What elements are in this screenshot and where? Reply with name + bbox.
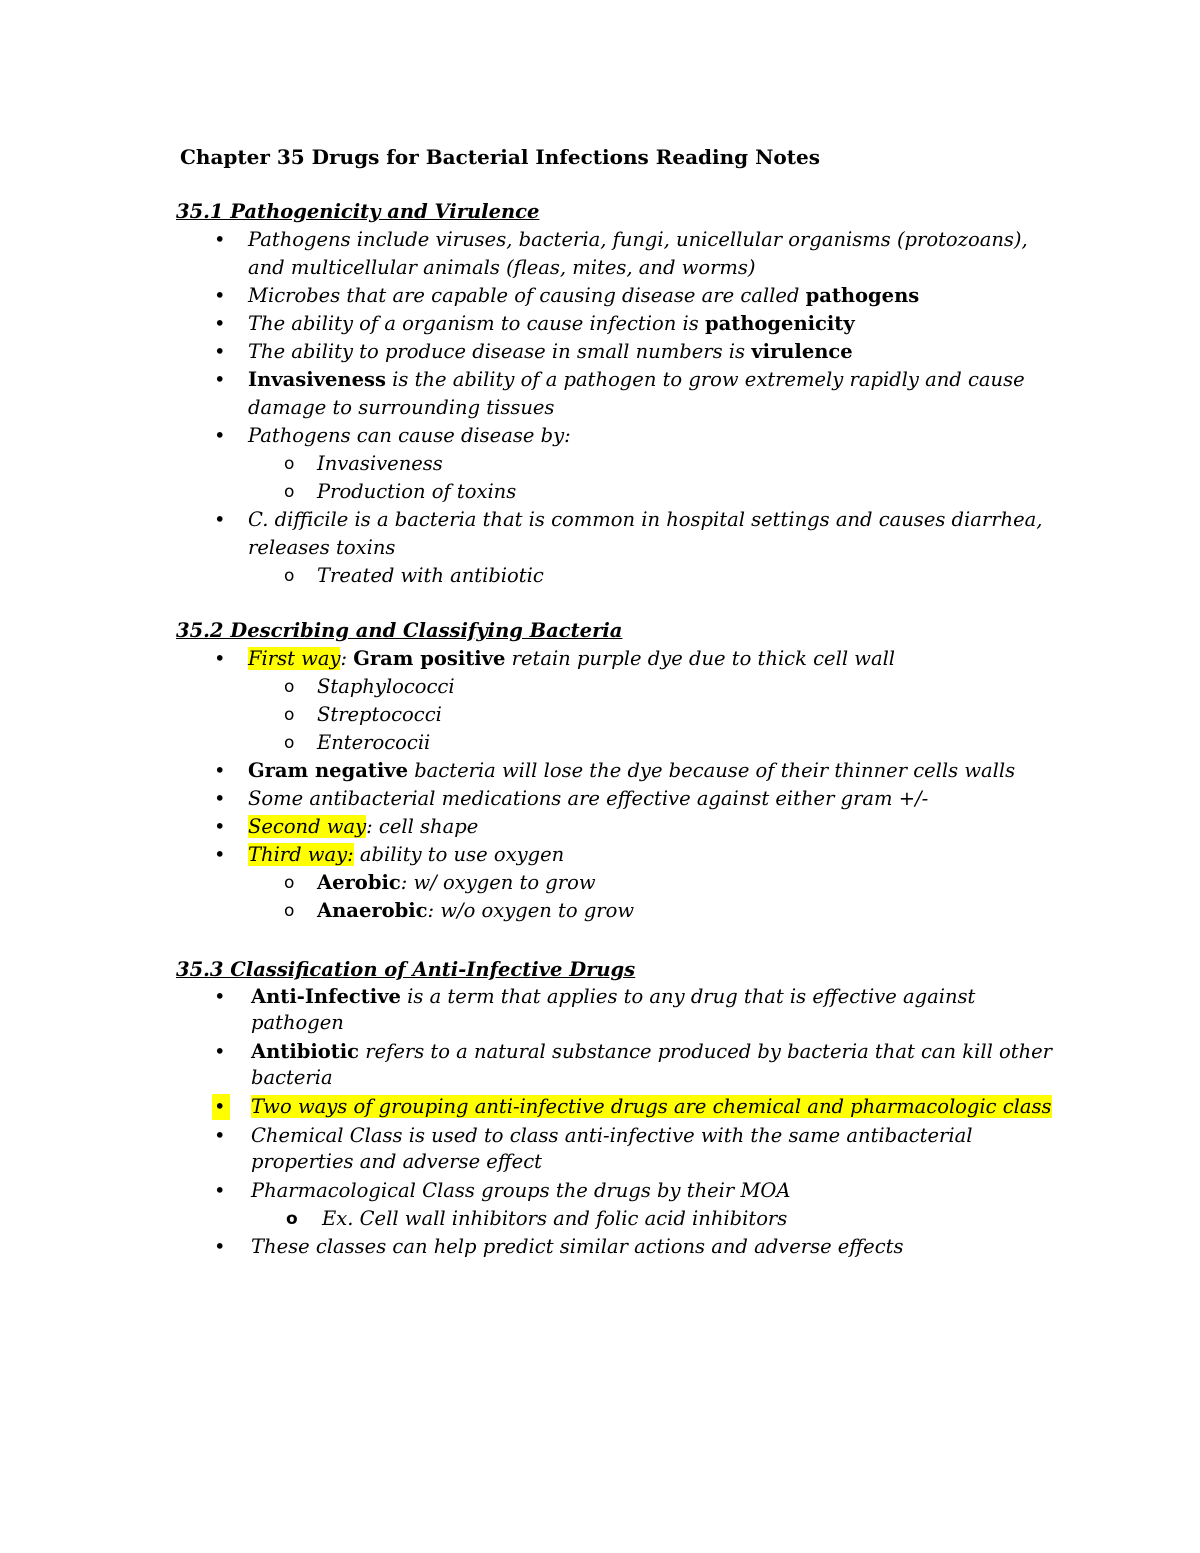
sub-list-item bbox=[176, 673, 1056, 701]
sub-list bbox=[248, 562, 1056, 590]
sub-item-text: : w/ oxygen to grow bbox=[400, 871, 596, 894]
list-item bbox=[176, 841, 1056, 925]
key-term: Invasiveness bbox=[248, 368, 386, 391]
list-item bbox=[176, 506, 1056, 590]
key-term: Gram positive bbox=[353, 647, 506, 670]
list-item bbox=[176, 757, 1056, 785]
item-text: C. difficile is a bacteria that is common in hospital settings and causes diarrhea, releases toxins bbox=[248, 508, 1043, 559]
list-item bbox=[176, 1094, 1056, 1120]
sub-item-text: Ex. Cell wall inhibitors and folic acid inhibitors bbox=[322, 1207, 788, 1230]
item-text: Some antibacterial medications are effective against either gram +/- bbox=[248, 787, 929, 810]
item-text: : bbox=[340, 647, 354, 670]
sub-bullet-marker: o bbox=[284, 705, 295, 725]
section-classifying-bacteria bbox=[176, 617, 1056, 925]
sub-bullet-marker: o bbox=[286, 1209, 298, 1229]
bullet-marker: • bbox=[214, 815, 226, 838]
list-item bbox=[176, 785, 1056, 813]
item-text: The ability of a organism to cause infection is bbox=[248, 312, 705, 335]
section-pathogenicity bbox=[176, 198, 1056, 590]
sub-bullet-marker: o bbox=[284, 733, 295, 753]
sub-list bbox=[248, 869, 1056, 925]
list-item bbox=[176, 1178, 1056, 1232]
sub-item-text: Production of toxins bbox=[317, 480, 517, 503]
sub-list-item bbox=[176, 562, 1056, 590]
key-term: Antibiotic bbox=[251, 1040, 360, 1063]
item-text: bacteria will lose the dye because of their thinner cells walls bbox=[408, 759, 1016, 782]
bullet-marker: • bbox=[214, 368, 226, 391]
list-item bbox=[176, 1039, 1056, 1091]
sub-item-text: : w/o oxygen to grow bbox=[427, 899, 635, 922]
sub-list-item bbox=[176, 729, 1056, 757]
sub-bullet-marker: o bbox=[284, 901, 295, 921]
list-item bbox=[176, 1234, 1056, 1260]
sub-bullet-marker: o bbox=[284, 482, 295, 502]
bullet-marker: • bbox=[214, 1179, 226, 1202]
highlighted-text: First way bbox=[248, 647, 341, 670]
sub-item-text: Staphylococci bbox=[317, 675, 455, 698]
sub-item-text: Enterococii bbox=[317, 731, 431, 754]
key-term: Anti-Infective bbox=[251, 985, 401, 1008]
item-text: Microbes that are capable of causing disease are called bbox=[248, 284, 806, 307]
list-item bbox=[176, 310, 1056, 338]
sub-bullet-marker: o bbox=[284, 454, 295, 474]
list-item bbox=[176, 282, 1056, 310]
bullet-marker: • bbox=[214, 284, 226, 307]
sub-list-item bbox=[176, 897, 1056, 925]
section-heading: 35.3 Classification of Anti-Infective Drugs bbox=[176, 958, 636, 981]
list-item bbox=[176, 422, 1056, 506]
item-text: Pharmacological Class groups the drugs by their MOA bbox=[251, 1179, 791, 1202]
bullet-marker: • bbox=[214, 843, 226, 866]
section-heading: 35.2 Describing and Classifying Bacteria bbox=[176, 619, 623, 642]
bullet-marker: • bbox=[214, 647, 226, 670]
bullet-list bbox=[176, 226, 1056, 590]
item-text: Pathogens include viruses, bacteria, fungi, unicellular organisms (protozoans), and multicellular animals (fleas, mites, and worms) bbox=[248, 228, 1028, 279]
sub-list bbox=[248, 450, 1056, 506]
bullet-marker: • bbox=[212, 1094, 230, 1120]
list-item bbox=[176, 338, 1056, 366]
bullet-marker: • bbox=[214, 1040, 226, 1063]
key-term: Aerobic bbox=[317, 871, 401, 894]
item-text: The ability to produce disease in small numbers is bbox=[248, 340, 752, 363]
key-term: pathogens bbox=[805, 284, 920, 307]
sub-bullet-marker: o bbox=[284, 677, 295, 697]
sub-list bbox=[251, 1206, 1056, 1232]
bullet-marker: • bbox=[214, 508, 226, 531]
bullet-list bbox=[176, 645, 1056, 925]
key-term: pathogenicity bbox=[704, 312, 855, 335]
sub-item-text: Invasiveness bbox=[317, 452, 443, 475]
key-term: virulence bbox=[751, 340, 853, 363]
item-text: Chemical Class is used to class anti-infective with the same antibacterial properties and adverse effect bbox=[251, 1124, 973, 1173]
list-item bbox=[176, 366, 1056, 422]
bullet-marker: • bbox=[214, 759, 226, 782]
sub-list bbox=[248, 673, 1056, 757]
list-item bbox=[176, 226, 1056, 282]
highlighted-text: Two ways of grouping anti-infective drugs are chemical and pharmacologic class bbox=[251, 1095, 1052, 1118]
section-anti-infective-classification bbox=[176, 956, 1056, 1260]
sub-item-text: Streptococci bbox=[317, 703, 442, 726]
bullet-marker: • bbox=[214, 424, 226, 447]
sub-list-item bbox=[176, 1206, 1056, 1232]
bullet-marker: • bbox=[214, 1124, 226, 1147]
bullet-marker: • bbox=[214, 1235, 226, 1258]
item-text: ability to use oxygen bbox=[353, 843, 565, 866]
sub-list-item bbox=[176, 869, 1056, 897]
bullet-marker: • bbox=[214, 787, 226, 810]
list-item bbox=[176, 984, 1056, 1036]
list-item bbox=[176, 813, 1056, 841]
highlighted-text: Third way: bbox=[248, 843, 354, 866]
bullet-list bbox=[176, 984, 1056, 1260]
item-text: refers to a natural substance produced by bacteria that can kill other bacteria bbox=[251, 1040, 1052, 1089]
item-text: is the ability of a pathogen to grow extremely rapidly and cause damage to surrounding tissues bbox=[248, 368, 1025, 419]
item-text: These classes can help predict similar actions and adverse effects bbox=[251, 1235, 904, 1258]
sub-list-item bbox=[176, 701, 1056, 729]
item-text: retain purple dye due to thick cell wall bbox=[505, 647, 896, 670]
bullet-marker: • bbox=[214, 228, 226, 251]
bullet-marker: • bbox=[214, 312, 226, 335]
sub-bullet-marker: o bbox=[284, 873, 295, 893]
sub-item-text: Treated with antibiotic bbox=[317, 564, 544, 587]
bullet-marker: • bbox=[214, 340, 226, 363]
highlighted-text: Second way bbox=[248, 815, 367, 838]
sub-list-item bbox=[176, 478, 1056, 506]
sub-bullet-marker: o bbox=[284, 566, 295, 586]
key-term: Anaerobic bbox=[317, 899, 428, 922]
item-text: : cell shape bbox=[366, 815, 479, 838]
list-item bbox=[176, 645, 1056, 757]
key-term: Gram negative bbox=[248, 759, 408, 782]
sub-list-item bbox=[176, 450, 1056, 478]
item-text: is a term that applies to any drug that is effective against pathogen bbox=[251, 985, 976, 1034]
section-heading: 35.1 Pathogenicity and Virulence bbox=[176, 200, 540, 223]
document-title: Chapter 35 Drugs for Bacterial Infections Reading Notes bbox=[180, 145, 820, 169]
list-item bbox=[176, 1123, 1056, 1175]
item-text: Pathogens can cause disease by: bbox=[248, 424, 571, 447]
bullet-marker: • bbox=[214, 985, 226, 1008]
